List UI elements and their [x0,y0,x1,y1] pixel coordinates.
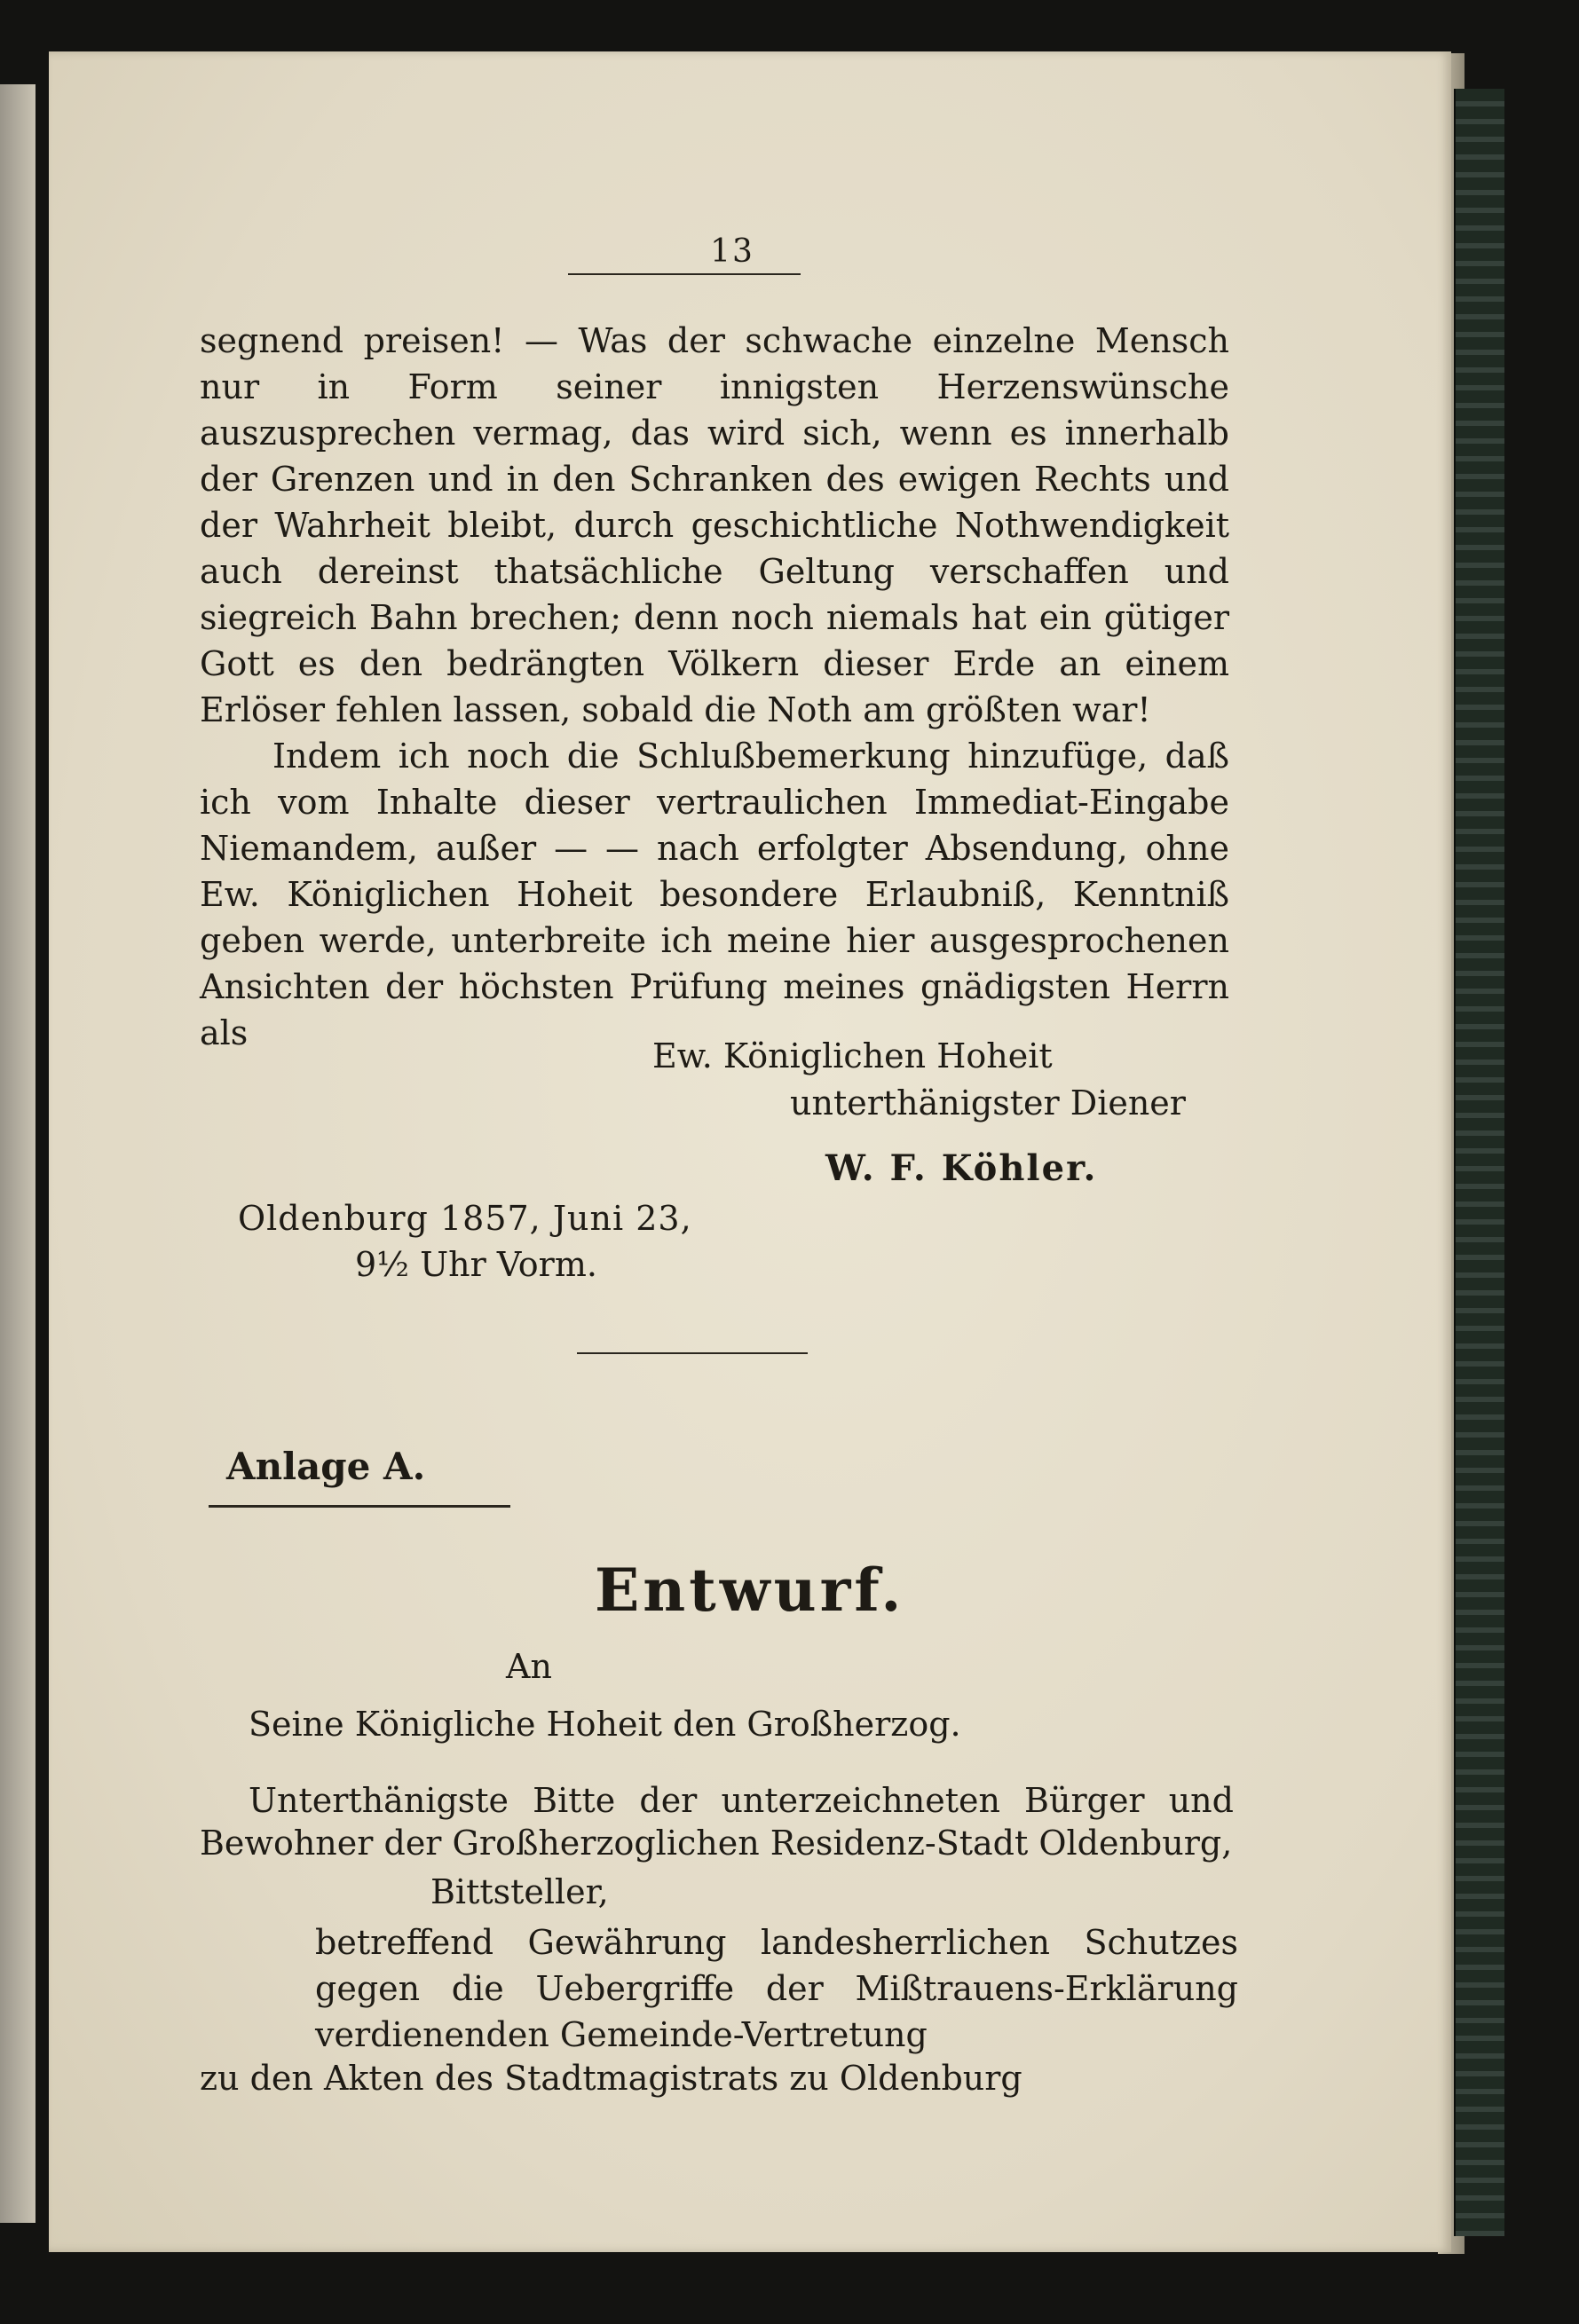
section-divider [577,1352,808,1354]
addressee: Seine Königliche Hoheit den Großherzog. [249,1705,961,1744]
signature: W. F. Köhler. [825,1147,1098,1189]
book-spine [1454,89,1504,2236]
annex-heading: Anlage A. [226,1445,426,1488]
time-of-day: 9½ Uhr Vorm. [355,1245,597,1284]
closing-title: unterthänigster Diener [790,1083,1186,1123]
address-to: An [506,1647,552,1686]
petition-line-1: Unterthänigste Bitte der unterzeichneten Bürger und [249,1781,1234,1820]
petition-line-2: Bewohner der Großherzoglichen Residenz-Stadt Oldenburg, [200,1824,1233,1863]
petition-subject: betreffend Gewährung landesherrlichen Schutzes gegen die Uebergriffe der Mißtrauens-Erklärung verdienenden Gemeinde-Vertretung [315,1923,1238,2054]
book-page [49,51,1451,2252]
place-date: Oldenburg 1857, Juni 23, [238,1199,692,1238]
petitioners: Bittsteller, [430,1872,609,1911]
header-rule [568,273,801,275]
files-reference: zu den Akten des Stadtmagistrats zu Oldenburg [200,2059,1022,2098]
annex-underline [209,1505,510,1508]
closing-salutation: Ew. Königlichen Hoheit [652,1036,1053,1075]
page-number: 13 [710,233,754,270]
body-text [200,318,1229,1056]
paragraph-1: segnend preisen! — Was der schwache einzelne Mensch nur in Form seiner innigsten Herzenswünsche auszusprechen vermag, das wird sich, wenn es innerhalb der Grenzen und in den Schranken des ewigen Rechts und der Wahrheit bleibt, durch geschichtliche Nothwendigkeit auch dereinst thatsächliche Geltung verschaffen und siegreich Bahn brechen; denn noch niemals hat ein gütiger Gott es den bedrängten Völkern dieser Erde an einem Erlöser fehlen lassen, sobald die Noth am größten war! [200,321,1229,729]
paragraph-2: Indem ich noch die Schlußbemerkung hinzufüge, daß ich vom Inhalte dieser vertraulichen Immediat-Eingabe Niemandem, außer — — nach erfolgter Absendung, ohne Ew. Königlichen Hoheit besondere Erlaubniß, Kenntniß geben werde, unterbreite ich meine hier ausgesprochenen Ansichten der höchsten Prüfung meines gnädigsten Herrn als [200,737,1229,1052]
draft-title: Entwurf. [595,1556,905,1625]
facing-page-edge [0,84,36,2223]
